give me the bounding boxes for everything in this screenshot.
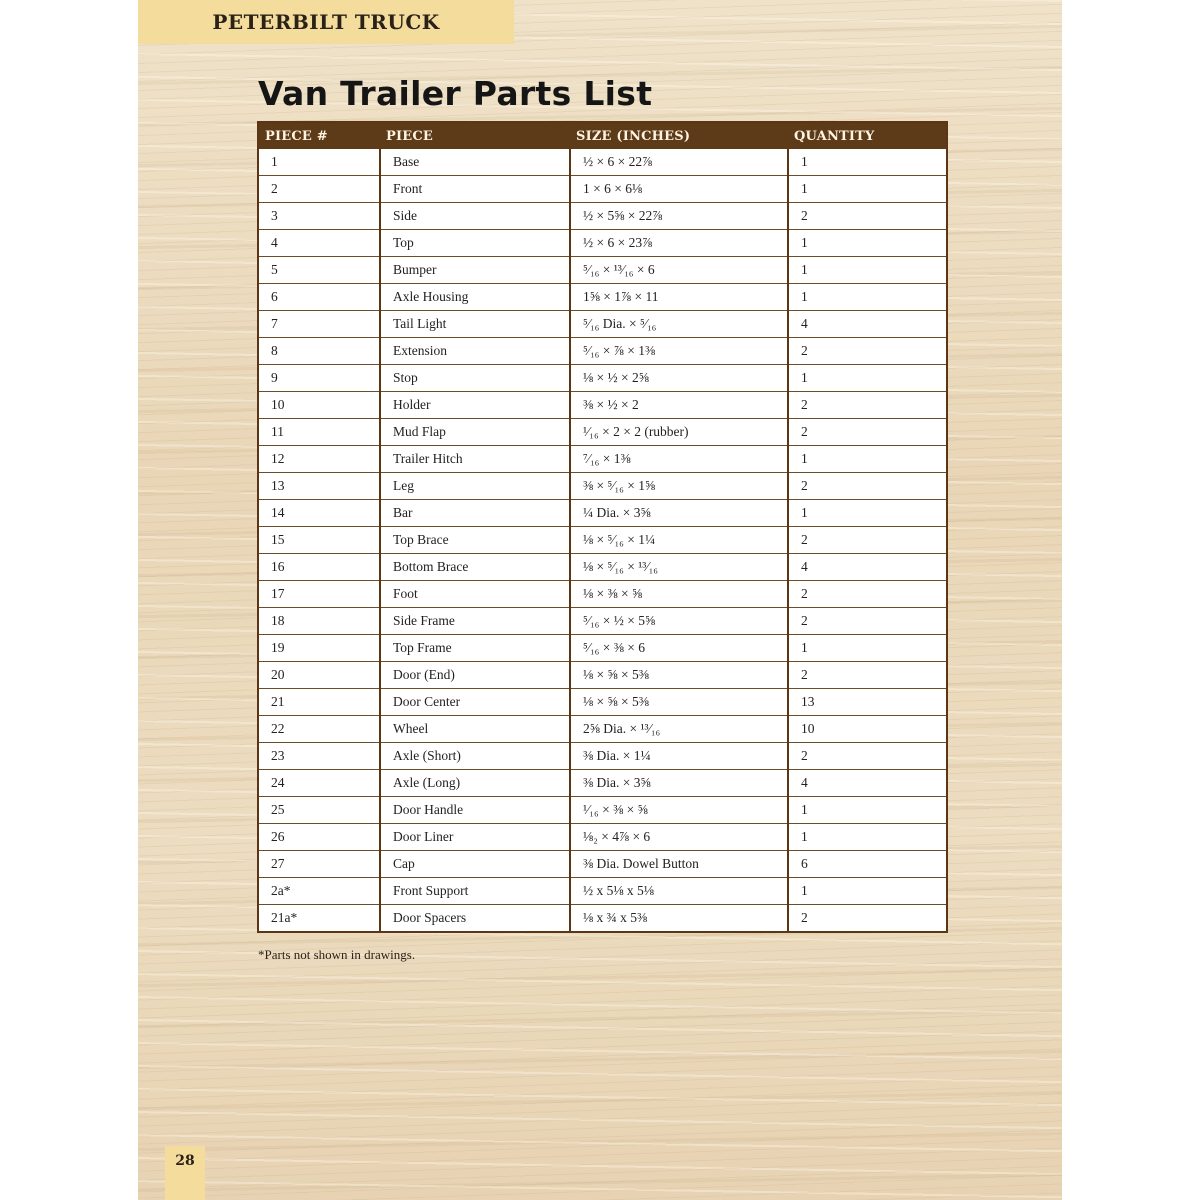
cell-piece-number: 23 bbox=[258, 743, 380, 770]
cell-size: 2⅝ Dia. × ¹³⁄₁₆ bbox=[570, 716, 788, 743]
cell-piece-name: Mud Flap bbox=[380, 419, 570, 446]
cell-piece-name: Front bbox=[380, 176, 570, 203]
cell-quantity: 6 bbox=[788, 851, 947, 878]
page-number: 28 bbox=[175, 1153, 195, 1169]
cell-piece-name: Bottom Brace bbox=[380, 554, 570, 581]
cell-piece-name: Bar bbox=[380, 500, 570, 527]
table-row bbox=[258, 797, 947, 824]
cell-size: ⅛ x ¾ x 5⅜ bbox=[570, 905, 788, 933]
cell-size: ⅛ × ⅝ × 5⅜ bbox=[570, 689, 788, 716]
table-row bbox=[258, 662, 947, 689]
cell-quantity: 1 bbox=[788, 797, 947, 824]
cell-piece-number: 12 bbox=[258, 446, 380, 473]
cell-piece-number: 25 bbox=[258, 797, 380, 824]
table-row bbox=[258, 419, 947, 446]
cell-quantity: 4 bbox=[788, 554, 947, 581]
table-row bbox=[258, 176, 947, 203]
cell-piece-name: Door Liner bbox=[380, 824, 570, 851]
cell-quantity: 1 bbox=[788, 149, 947, 176]
table-row bbox=[258, 608, 947, 635]
cell-piece-number: 10 bbox=[258, 392, 380, 419]
cell-size: ⁵⁄₁₆ Dia. × ⁵⁄₁₆ bbox=[570, 311, 788, 338]
cell-quantity: 1 bbox=[788, 878, 947, 905]
cell-piece-name: Leg bbox=[380, 473, 570, 500]
table-row bbox=[258, 311, 947, 338]
cell-quantity: 1 bbox=[788, 446, 947, 473]
cell-piece-name: Stop bbox=[380, 365, 570, 392]
table-row bbox=[258, 878, 947, 905]
page-title: Van Trailer Parts List bbox=[258, 74, 653, 113]
cell-size: ⁷⁄₁₆ × 1⅜ bbox=[570, 446, 788, 473]
table-row bbox=[258, 635, 947, 662]
page-number-tab bbox=[165, 1146, 205, 1200]
cell-quantity: 2 bbox=[788, 527, 947, 554]
cell-size: ⅛ × ⅜ × ⅝ bbox=[570, 581, 788, 608]
cell-quantity: 2 bbox=[788, 608, 947, 635]
cell-size: ¹⁄₁₆ × 2 × 2 (rubber) bbox=[570, 419, 788, 446]
table-row bbox=[258, 338, 947, 365]
cell-quantity: 2 bbox=[788, 743, 947, 770]
cell-size: 1⅝ × 1⅞ × 11 bbox=[570, 284, 788, 311]
cell-piece-number: 21 bbox=[258, 689, 380, 716]
table-row bbox=[258, 851, 947, 878]
cell-piece-name: Side bbox=[380, 203, 570, 230]
cell-size: ⅜ Dia. × 3⅝ bbox=[570, 770, 788, 797]
parts-table bbox=[257, 121, 948, 933]
cell-piece-number: 16 bbox=[258, 554, 380, 581]
table-row bbox=[258, 392, 947, 419]
table-row bbox=[258, 149, 947, 176]
cell-quantity: 4 bbox=[788, 311, 947, 338]
cell-piece-number: 13 bbox=[258, 473, 380, 500]
cell-size: ½ x 5⅛ x 5⅛ bbox=[570, 878, 788, 905]
cell-piece-number: 14 bbox=[258, 500, 380, 527]
cell-size: ⅛ × ⅝ × 5⅜ bbox=[570, 662, 788, 689]
cell-piece-name: Side Frame bbox=[380, 608, 570, 635]
table-row bbox=[258, 257, 947, 284]
section-header-tab bbox=[138, 0, 514, 44]
cell-size: 1 × 6 × 6⅛ bbox=[570, 176, 788, 203]
cell-piece-number: 9 bbox=[258, 365, 380, 392]
table-row bbox=[258, 581, 947, 608]
cell-piece-number: 5 bbox=[258, 257, 380, 284]
cell-size: ⁵⁄₁₆ × ¹³⁄₁₆ × 6 bbox=[570, 257, 788, 284]
cell-piece-number: 27 bbox=[258, 851, 380, 878]
column-header-piece: PIECE bbox=[380, 122, 570, 149]
cell-piece-number: 18 bbox=[258, 608, 380, 635]
cell-piece-name: Top Brace bbox=[380, 527, 570, 554]
cell-size: ⁵⁄₁₆ × ⅜ × 6 bbox=[570, 635, 788, 662]
table-row bbox=[258, 365, 947, 392]
cell-piece-number: 6 bbox=[258, 284, 380, 311]
cell-quantity: 2 bbox=[788, 473, 947, 500]
cell-quantity: 1 bbox=[788, 500, 947, 527]
cell-quantity: 1 bbox=[788, 635, 947, 662]
cell-quantity: 2 bbox=[788, 392, 947, 419]
section-title: PETERBILT TRUCK bbox=[212, 10, 440, 34]
table-row bbox=[258, 284, 947, 311]
cell-piece-number: 3 bbox=[258, 203, 380, 230]
cell-quantity: 1 bbox=[788, 284, 947, 311]
cell-piece-name: Base bbox=[380, 149, 570, 176]
cell-size: ½ × 5⅝ × 22⅞ bbox=[570, 203, 788, 230]
cell-quantity: 4 bbox=[788, 770, 947, 797]
column-header-piece-number: PIECE # bbox=[258, 122, 380, 149]
cell-size: ⁵⁄₁₆ × ⅞ × 1⅜ bbox=[570, 338, 788, 365]
table-row bbox=[258, 527, 947, 554]
table-header-row bbox=[258, 122, 947, 149]
table-row bbox=[258, 716, 947, 743]
cell-piece-number: 26 bbox=[258, 824, 380, 851]
cell-quantity: 2 bbox=[788, 338, 947, 365]
cell-size: ⅛ × ½ × 2⅝ bbox=[570, 365, 788, 392]
cell-size: ½ × 6 × 23⅞ bbox=[570, 230, 788, 257]
cell-piece-name: Cap bbox=[380, 851, 570, 878]
cell-piece-number: 1 bbox=[258, 149, 380, 176]
cell-piece-name: Top Frame bbox=[380, 635, 570, 662]
cell-piece-number: 7 bbox=[258, 311, 380, 338]
cell-piece-number: 8 bbox=[258, 338, 380, 365]
cell-quantity: 1 bbox=[788, 176, 947, 203]
table-row bbox=[258, 554, 947, 581]
table-row bbox=[258, 203, 947, 230]
column-header-quantity: QUANTITY bbox=[788, 122, 947, 149]
cell-piece-name: Holder bbox=[380, 392, 570, 419]
cell-piece-name: Axle (Short) bbox=[380, 743, 570, 770]
cell-piece-name: Foot bbox=[380, 581, 570, 608]
table-row bbox=[258, 824, 947, 851]
cell-quantity: 10 bbox=[788, 716, 947, 743]
cell-piece-name: Door Spacers bbox=[380, 905, 570, 933]
cell-quantity: 1 bbox=[788, 257, 947, 284]
cell-piece-number: 4 bbox=[258, 230, 380, 257]
cell-quantity: 1 bbox=[788, 824, 947, 851]
cell-piece-number: 22 bbox=[258, 716, 380, 743]
cell-size: ½ × 6 × 22⅞ bbox=[570, 149, 788, 176]
cell-size: ⁵⁄₁₆ × ½ × 5⅝ bbox=[570, 608, 788, 635]
cell-quantity: 2 bbox=[788, 419, 947, 446]
cell-size: ⅜ Dia. Dowel Button bbox=[570, 851, 788, 878]
cell-piece-number: 15 bbox=[258, 527, 380, 554]
cell-quantity: 2 bbox=[788, 662, 947, 689]
cell-piece-name: Extension bbox=[380, 338, 570, 365]
cell-piece-name: Tail Light bbox=[380, 311, 570, 338]
table-row bbox=[258, 905, 947, 933]
cell-piece-name: Front Support bbox=[380, 878, 570, 905]
cell-quantity: 2 bbox=[788, 581, 947, 608]
cell-piece-number: 21a* bbox=[258, 905, 380, 933]
cell-size: ¼ Dia. × 3⅝ bbox=[570, 500, 788, 527]
column-header-size: SIZE (INCHES) bbox=[570, 122, 788, 149]
cell-piece-name: Door Handle bbox=[380, 797, 570, 824]
table-row bbox=[258, 473, 947, 500]
cell-piece-name: Bumper bbox=[380, 257, 570, 284]
table-row bbox=[258, 500, 947, 527]
cell-quantity: 13 bbox=[788, 689, 947, 716]
cell-quantity: 2 bbox=[788, 203, 947, 230]
parts-table-body bbox=[258, 149, 947, 932]
cell-piece-name: Wheel bbox=[380, 716, 570, 743]
cell-piece-name: Axle Housing bbox=[380, 284, 570, 311]
cell-piece-number: 19 bbox=[258, 635, 380, 662]
cell-quantity: 2 bbox=[788, 905, 947, 933]
table-row bbox=[258, 770, 947, 797]
cell-size: ⅜ × ⁵⁄₁₆ × 1⅝ bbox=[570, 473, 788, 500]
cell-piece-number: 2a* bbox=[258, 878, 380, 905]
table-row bbox=[258, 743, 947, 770]
cell-quantity: 1 bbox=[788, 365, 947, 392]
cell-quantity: 1 bbox=[788, 230, 947, 257]
table-row bbox=[258, 446, 947, 473]
cell-piece-number: 24 bbox=[258, 770, 380, 797]
cell-size: ⅛₂ × 4⅞ × 6 bbox=[570, 824, 788, 851]
cell-piece-name: Trailer Hitch bbox=[380, 446, 570, 473]
cell-size: ⅜ Dia. × 1¼ bbox=[570, 743, 788, 770]
cell-piece-name: Axle (Long) bbox=[380, 770, 570, 797]
cell-piece-number: 17 bbox=[258, 581, 380, 608]
table-row bbox=[258, 230, 947, 257]
footnote: *Parts not shown in drawings. bbox=[258, 947, 416, 962]
cell-size: ¹⁄₁₆ × ⅜ × ⅝ bbox=[570, 797, 788, 824]
cell-size: ⅜ × ½ × 2 bbox=[570, 392, 788, 419]
cell-piece-name: Door (End) bbox=[380, 662, 570, 689]
cell-piece-name: Top bbox=[380, 230, 570, 257]
cell-size: ⅛ × ⁵⁄₁₆ × ¹³⁄₁₆ bbox=[570, 554, 788, 581]
table-row bbox=[258, 689, 947, 716]
cell-piece-name: Door Center bbox=[380, 689, 570, 716]
cell-piece-number: 11 bbox=[258, 419, 380, 446]
cell-size: ⅛ × ⁵⁄₁₆ × 1¼ bbox=[570, 527, 788, 554]
cell-piece-number: 2 bbox=[258, 176, 380, 203]
cell-piece-number: 20 bbox=[258, 662, 380, 689]
